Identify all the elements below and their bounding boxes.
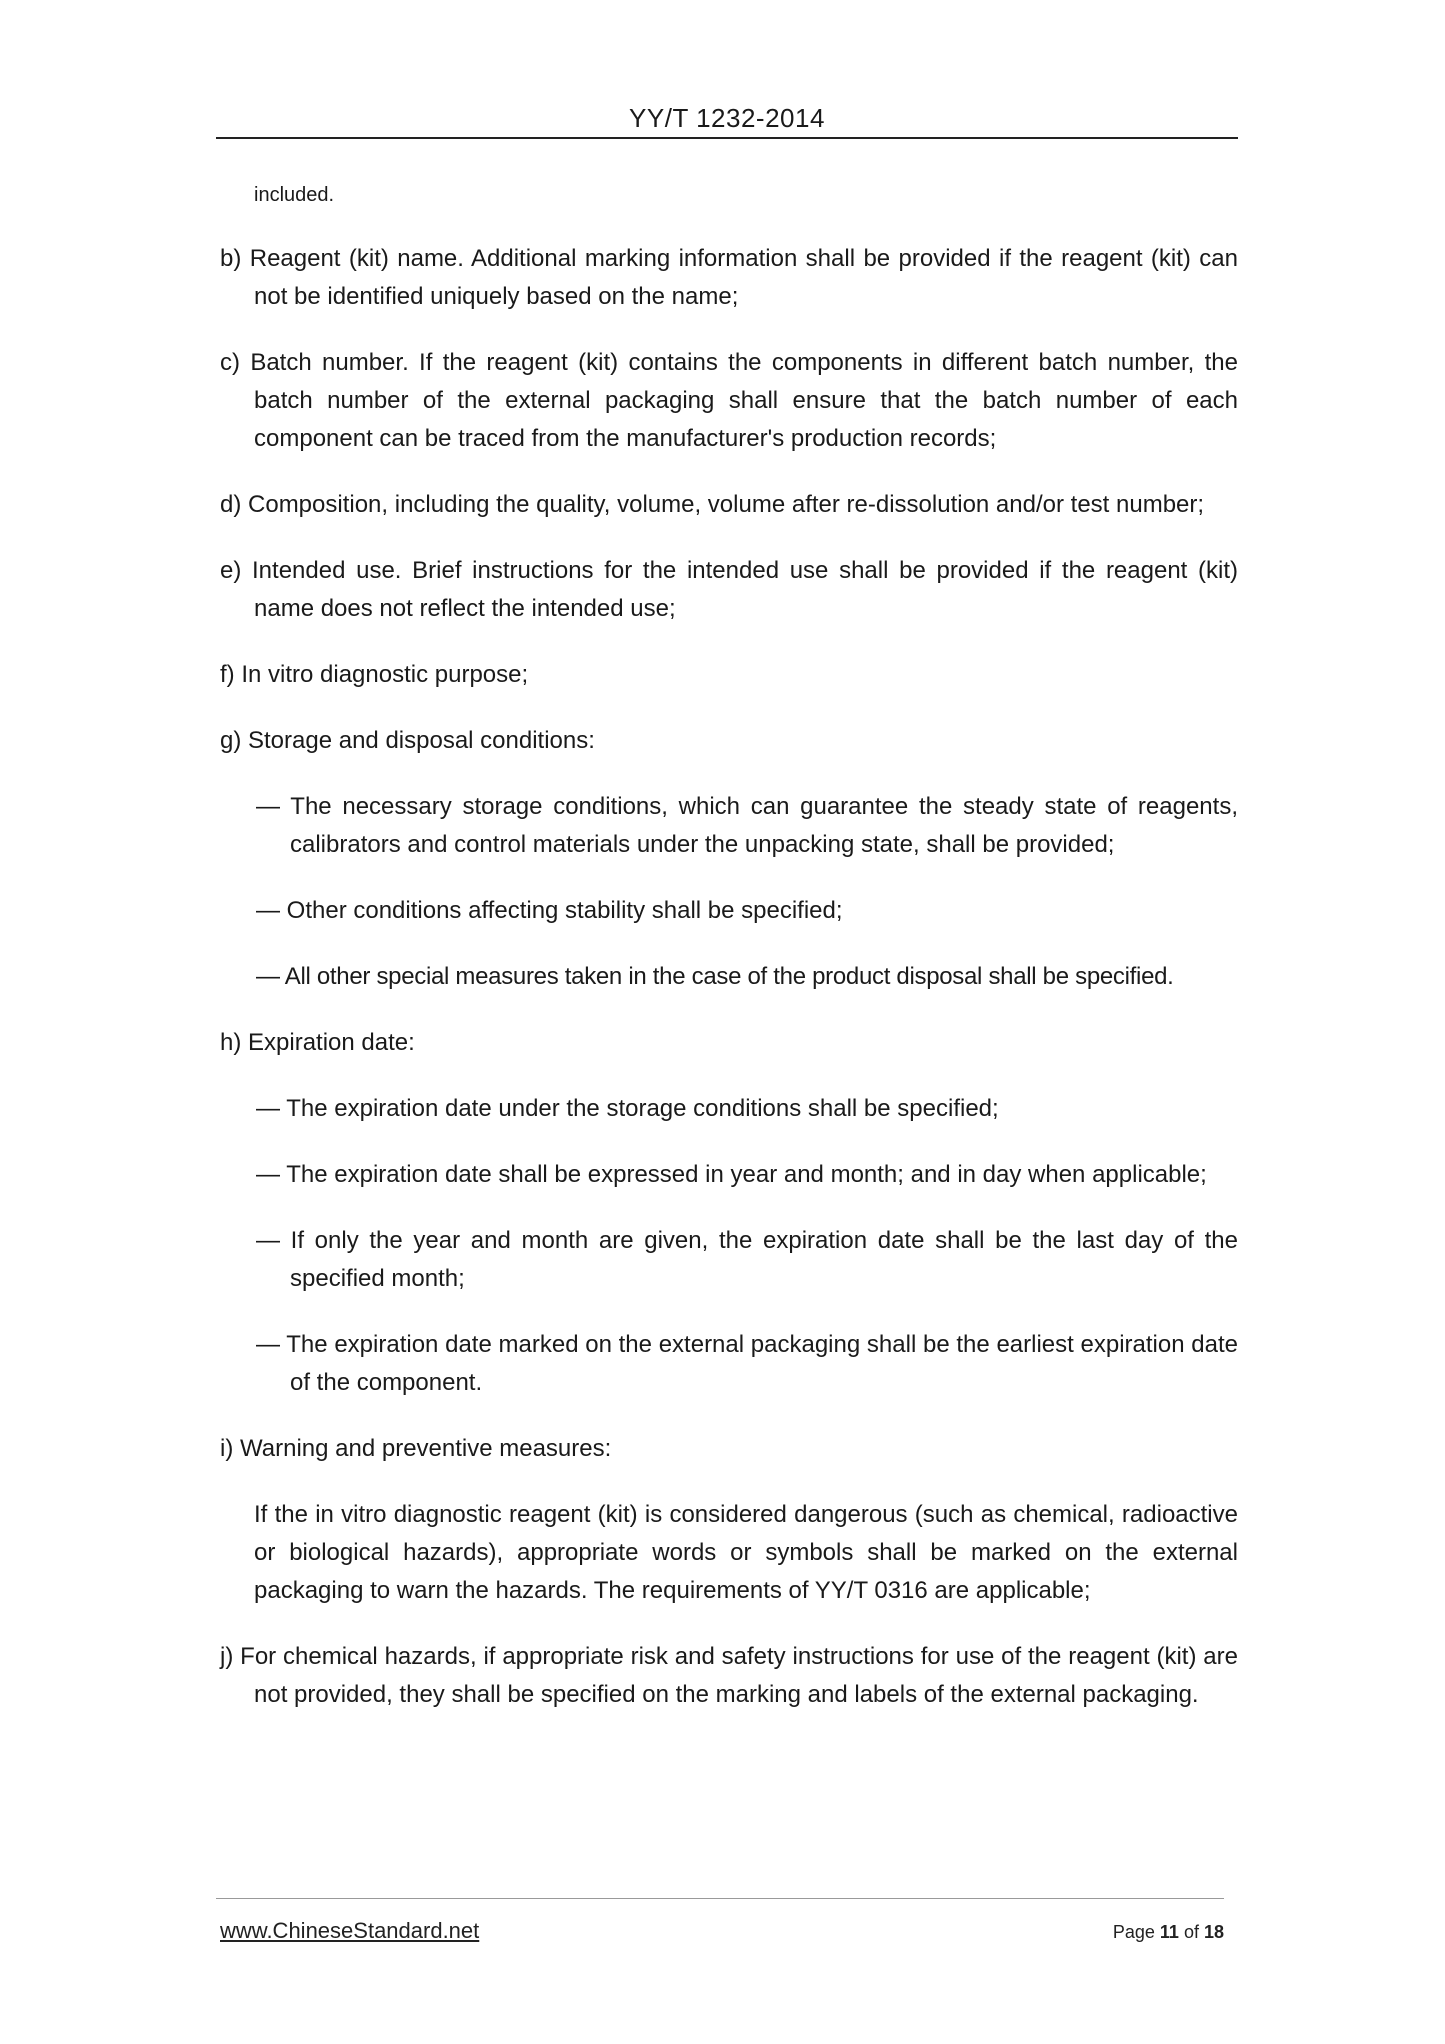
footer-divider [216,1898,1224,1899]
expiration-dash-3: — If only the year and month are given, the expiration date shall be the last day of the specified month; [256,1227,1238,1292]
page-of: of [1183,1922,1199,1942]
list-item-c: c) Batch number. If the reagent (kit) contains the components in different batch number, the batch number of the external packaging shall ensure that the batch number of each component can be traced from the manufacturer's production records; [220,349,1238,452]
page-number [1100,1922,1224,1943]
list-item-g: g) Storage and disposal conditions: [220,727,595,754]
page-current: 11 [1159,1922,1179,1942]
page-content [220,178,1238,1738]
storage-dash-3: — All other special measures taken in the case of the product disposal shall be specified. [256,963,1174,990]
page-total: 18 [1203,1922,1224,1942]
list-item-e: e) Intended use. Brief instructions for the intended use shall be provided if the reagent (kit) name does not reflect the intended use; [220,557,1238,622]
list-item-h: h) Expiration date: [220,1029,415,1056]
list-item-d: d) Composition, including the quality, volume, volume after re-dissolution and/or test number; [220,491,1205,518]
list-item-f: f) In vitro diagnostic purpose; [220,661,529,688]
storage-dash-1: — The necessary storage conditions, which can guarantee the steady state of reagents, calibrators and control materials under the unpacking state, shall be provided; [256,793,1238,858]
storage-dash-2: — Other conditions affecting stability shall be specified; [256,897,843,924]
page-prefix: Page [1112,1922,1155,1942]
list-item-j: j) For chemical hazards, if appropriate risk and safety instructions for use of the reagent (kit) are not provided, they shall be specified on the marking and labels of the external packaging. [220,1643,1238,1708]
list-item-i: i) Warning and preventive measures: [220,1435,612,1462]
expiration-dash-4: — The expiration date marked on the external packaging shall be the earliest expiration date of the component. [256,1331,1238,1396]
list-item-b: b) Reagent (kit) name. Additional marking information shall be provided if the reagent (kit) can not be identified uniquely based on the name; [220,245,1238,310]
expiration-dash-1: — The expiration date under the storage conditions shall be specified; [256,1095,999,1122]
website-link[interactable]: www.ChineseStandard.net [220,1918,480,1943]
continued-text: included. [254,184,335,206]
document-code: YY/T 1232-2014 [629,103,825,133]
header-divider [216,137,1238,139]
expiration-dash-2: — The expiration date shall be expressed in year and month; and in day when applicable; [256,1161,1207,1188]
warning-paragraph: If the in vitro diagnostic reagent (kit) is considered dangerous (such as chemical, radioactive or biological hazards), appropriate words or symbols shall be marked on the external packaging to warn the hazards. The requirements of YY/T 0316 are applicable; [254,1501,1238,1604]
